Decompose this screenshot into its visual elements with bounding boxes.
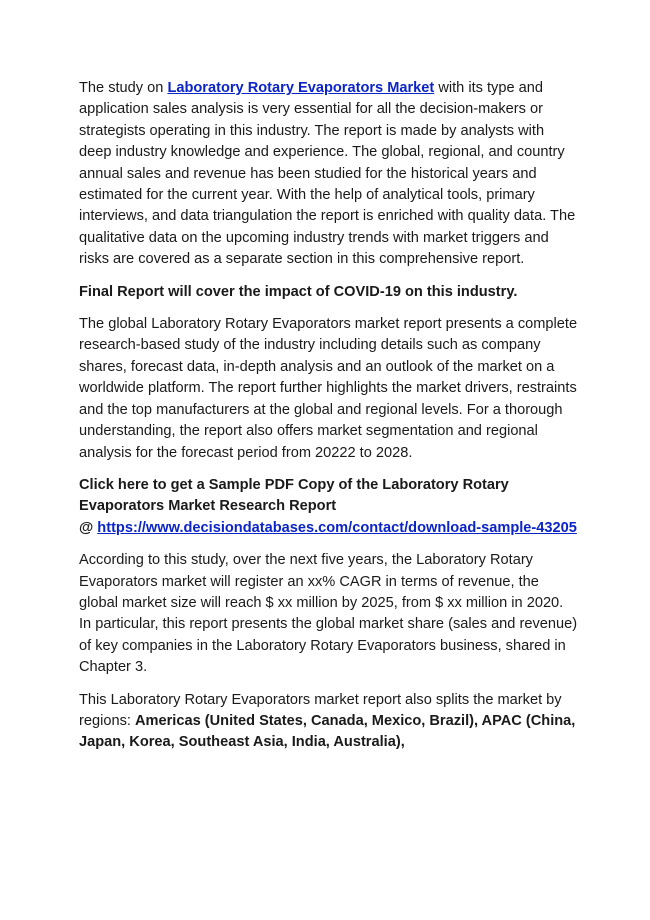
covid-notice: Final Report will cover the impact of COVID-19 on this industry. xyxy=(79,283,518,300)
sample-download-link[interactable]: https://www.decisiondatabases.com/contact/download-sample-43205 xyxy=(97,519,577,536)
document-page xyxy=(79,78,579,765)
intro-text-rest: with its type and application sales analysis is very essential for all the decision-makers or strategists operating in this industry. The report is made by analysts with deep industry knowledge and experience. The global, regional, and country annual sales and revenue has been studied for the historical years and estimated for the current year. With the help of analytical tools, primary interviews, and data triangulation the report is enriched with quality data. The qualitative data on the upcoming industry trends with market triggers and risks are covered as a separate section in this comprehensive report. xyxy=(79,80,576,268)
regions-intro: This Laboratory Rotary Evaporators market report also splits the market by regions: xyxy=(79,691,562,729)
at-symbol: @ xyxy=(79,519,98,536)
report-overview-paragraph: The global Laboratory Rotary Evaporators market report presents a complete research-based study of the industry including details such as company shares, forecast data, in-depth analysis and an outlook of the market on a worldwide platform. The report further highlights the market drivers, restraints and the top manufacturers at the global and regional levels. For a thorough understanding, the report also offers market segmentation and regional analysis for the forecast period from 20222 to 2028. xyxy=(79,316,578,461)
regions-list: Americas (United States, Canada, Mexico, Brazil), APAC (China, Japan, Korea, Southeast Asia, India, Australia), xyxy=(79,712,576,751)
cagr-paragraph: According to this study, over the next five years, the Laboratory Rotary Evaporators market will register an xx% CAGR in terms of revenue, the global market size will reach $ xx million by 2025, from $ xx million in 2020. In particular, this report presents the global market share (sales and revenue) of key companies in the Laboratory Rotary Evaporators business, shared in Chapter 3. xyxy=(79,552,578,676)
sample-cta-text: Click here to get a Sample PDF Copy of the Laboratory Rotary Evaporators Market Research Report xyxy=(79,476,509,515)
intro-paragraph xyxy=(79,78,579,271)
intro-text-start: The study on xyxy=(79,80,168,96)
regions-paragraph xyxy=(79,690,579,754)
market-link[interactable]: Laboratory Rotary Evaporators Market xyxy=(167,80,435,96)
sample-request-block xyxy=(79,475,579,539)
